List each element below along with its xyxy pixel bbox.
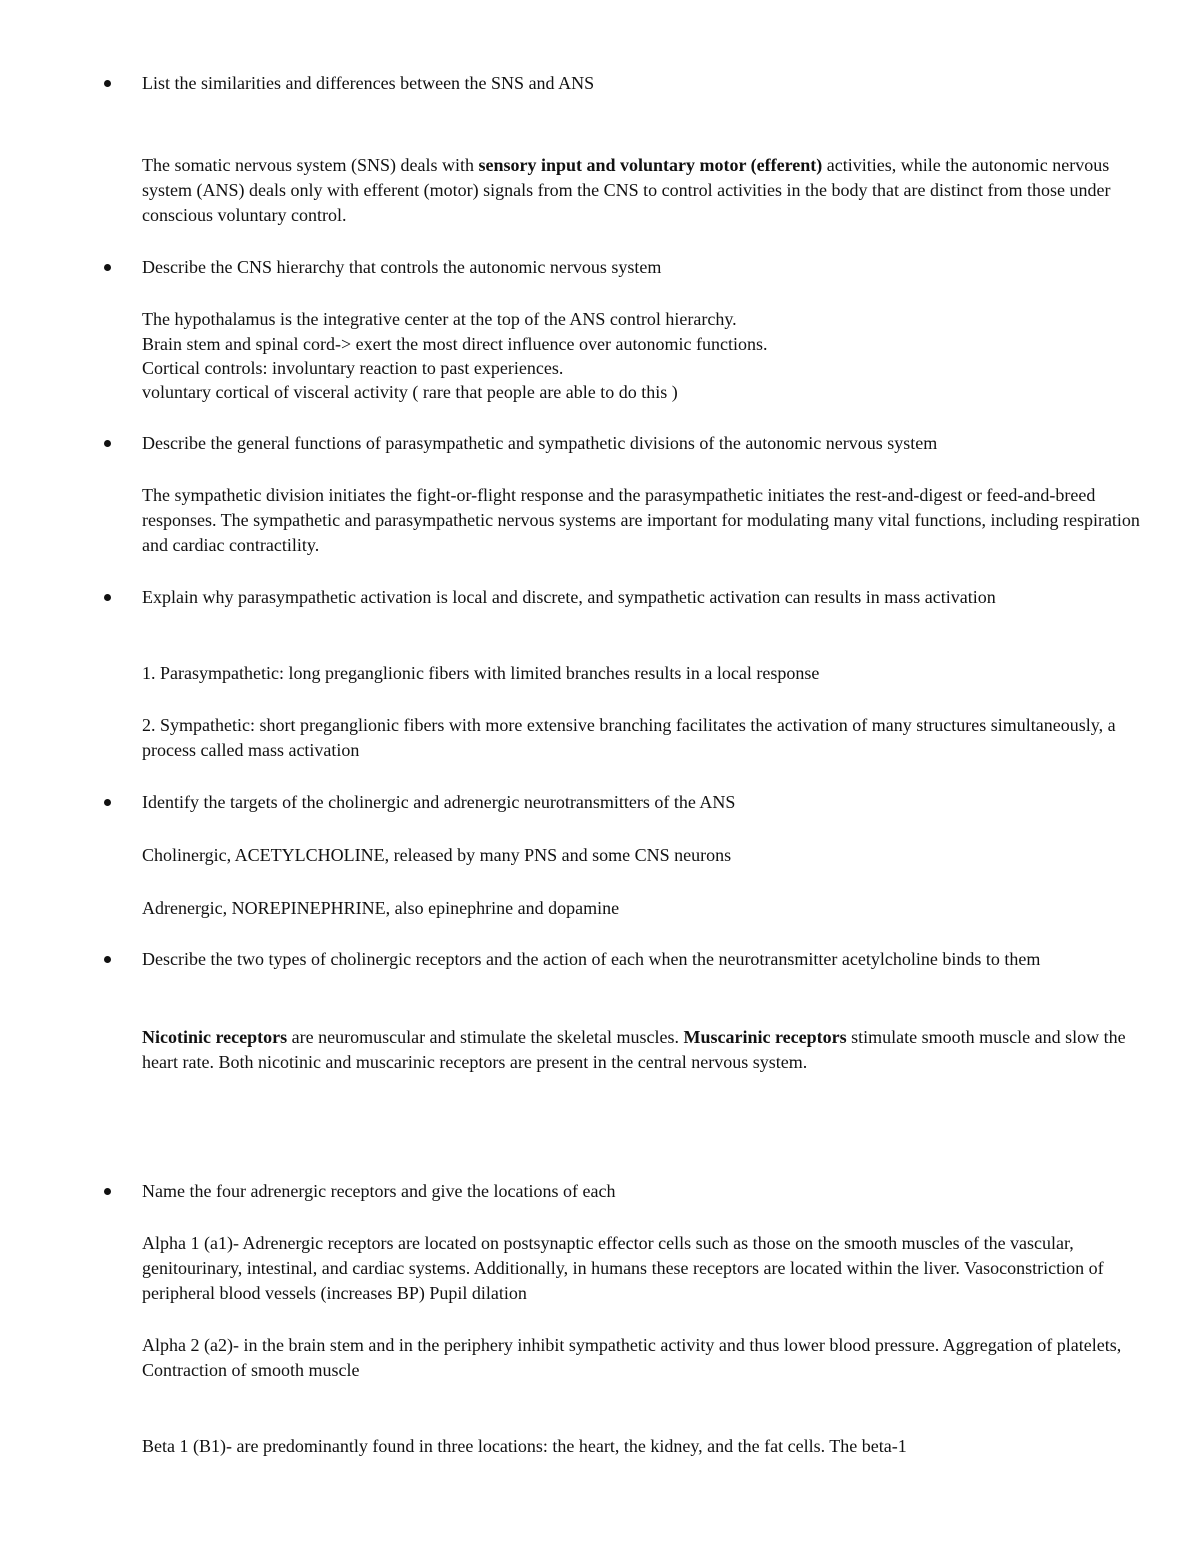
bullet-icon <box>104 594 111 601</box>
bullet-icon <box>104 956 111 963</box>
answer-alpha-2: Alpha 2 (a2)- in the brain stem and in the periphery inhibit sympathetic activity and thus lower blood pressure. Aggregation of platelets, Contraction of smooth muscle <box>142 1335 1122 1380</box>
answer-text: The somatic nervous system (SNS) deals with <box>142 155 479 175</box>
bullet-icon <box>104 264 111 271</box>
bullet-icon <box>104 1188 111 1195</box>
answer-adrenergic-target: Adrenergic, NOREPINEPHRINE, also epinephrine and dopamine <box>142 898 620 918</box>
answer-line: Brain stem and spinal cord-> exert the most direct influence over autonomic functions. <box>142 334 768 354</box>
answer-line: Cortical controls: involuntary reaction to past experiences. <box>142 358 564 378</box>
answer-text: are neuromuscular and stimulate the skeletal muscles. <box>287 1027 684 1047</box>
bullet-icon <box>104 799 111 806</box>
question-divisions: Describe the general functions of parasympathetic and sympathetic divisions of the autonomic nervous system <box>142 433 938 453</box>
answer-parasympathetic: 1. Parasympathetic: long preganglionic fibers with limited branches results in a local response <box>142 663 820 683</box>
question-cns-hierarchy: Describe the CNS hierarchy that controls the autonomic nervous system <box>142 257 662 277</box>
question-cholinergic-receptors: Describe the two types of cholinergic receptors and the action of each when the neurotransmitter acetylcholine binds to them <box>142 949 1041 969</box>
answer-alpha-1: Alpha 1 (a1)- Adrenergic receptors are located on postsynaptic effector cells such as those on the smooth muscles of the vascular, genitourinary, intestinal, and cardiac systems. Additionally, in humans these receptors are located within the liver. Vasoconstriction of peripheral blood vessels (increases BP) Pupil dilation <box>142 1233 1104 1303</box>
question-sns-ans: List the similarities and differences between the SNS and ANS <box>142 73 595 93</box>
answer-divisions: The sympathetic division initiates the fight-or-flight response and the parasympathetic initiates the rest-and-digest or feed-and-breed responses. The sympathetic and parasympathetic nervous systems are important for modulating many vital functions, including respiration and cardiac contractility. <box>142 485 1140 555</box>
answer-line: The hypothalamus is the integrative center at the top of the ANS control hierarchy. <box>142 309 737 329</box>
question-activation: Explain why parasympathetic activation is local and discrete, and sympathetic activation can results in mass activation <box>142 587 996 607</box>
answer-beta-1: Beta 1 (B1)- are predominantly found in three locations: the heart, the kidney, and the fat cells. The beta-1 <box>142 1436 907 1456</box>
answer-sns-ans <box>142 153 1142 228</box>
bullet-icon <box>104 440 111 447</box>
answer-sympathetic: 2. Sympathetic: short preganglionic fibers with more extensive branching facilitates the activation of many structures simultaneously, a process called mass activation <box>142 715 1116 760</box>
answer-text: stimulate smooth muscle and slow the heart rate. Both nicotinic and muscarinic receptors are present in the central nervous system. <box>142 1027 1126 1072</box>
answer-bold-text: Nicotinic receptors <box>142 1027 288 1047</box>
question-adrenergic-receptors: Name the four adrenergic receptors and give the locations of each <box>142 1181 616 1201</box>
answer-cholinergic-target: Cholinergic, ACETYLCHOLINE, released by many PNS and some CNS neurons <box>142 845 732 865</box>
answer-bold-text: sensory input and voluntary motor (efferent) <box>478 155 823 175</box>
question-targets: Identify the targets of the cholinergic and adrenergic neurotransmitters of the ANS <box>142 792 736 812</box>
answer-bold-text: Muscarinic receptors <box>683 1027 847 1047</box>
answer-line: voluntary cortical of visceral activity ( rare that people are able to do this ) <box>142 382 678 402</box>
answer-text: activities, while the autonomic nervous system (ANS) deals only with efferent (motor) signals from the CNS to control activities in the body that are distinct from those under conscious voluntary control. <box>142 155 1111 225</box>
answer-cholinergic-receptors <box>142 1025 1142 1075</box>
bullet-icon <box>104 80 111 87</box>
